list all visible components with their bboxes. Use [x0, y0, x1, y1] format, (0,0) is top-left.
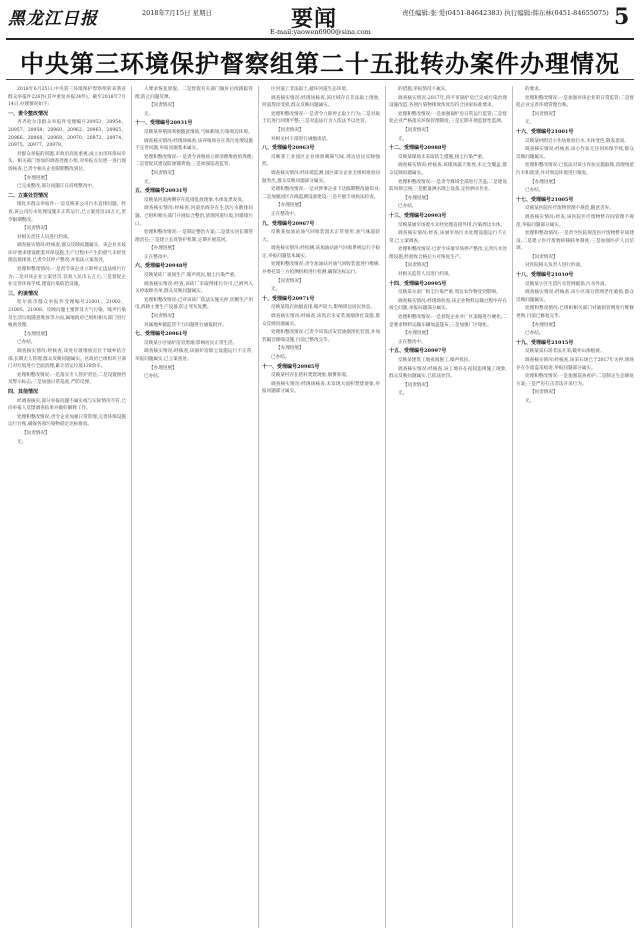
paragraph: 处理和整改情况:一是落实专人管护责任;二是设置围挡及警示标志;三是加强日常巡查,严防反弹。 [8, 372, 126, 386]
section-subheading: 八、受理编号20963号 [262, 145, 315, 152]
paragraph: 2018年6月25日,中央第三环境保护督察组转来我省群众举报件226件(其中重复举报24件)。截至2018年7月14日,办理情况如下: [8, 87, 126, 108]
paragraph: 无。 [525, 120, 535, 126]
paragraph: 区河道上非法取土,破坏河道生态环境。 [271, 87, 351, 92]
section-subheading: 二、立案处罚情况 [8, 192, 49, 199]
paragraph: 对属地乡镇监管不力问题进行通报批评。 [144, 322, 227, 328]
paragraph: 处理和整改情况:已对该砖厂依法实施关停,切断生产用电,拆除主要生产设备,防止死灰复燃。 [135, 297, 253, 311]
section-marker: 【问责情况】 [403, 127, 431, 133]
paragraph: 调查核实情况:经核查,该采石场已于2017年关停,现场存在少量盗采痕迹,举报问题部分属实。 [516, 358, 634, 371]
paragraph: 处理和整改情况:责令加油站对油气回收装置进行维修,并委托第三方检测机构进行检测,确保达标运行。 [262, 262, 380, 276]
paragraph: 处理和整改情况:一是制定整治方案;二是落实河长制管理责任;三是建立长效管护机制,定期开展巡河。 [135, 230, 253, 243]
section-marker: 【问责情况】 [149, 314, 177, 320]
paragraph: 对相关责任人员进行约谈。 [17, 234, 73, 240]
column-divider [385, 86, 386, 928]
paragraph: 处理和整改情况:已责令该屠宰场停产整改,完善污水处理设施,经验收合格后方可恢复生产。 [389, 247, 507, 260]
paragraph: 正在整改中。 [144, 254, 172, 260]
section-subheading: 四、其他情况 [8, 388, 39, 395]
paragraph: 调查核实情况:经现场核查,该区域存在非法取土现象,河道堤岸受损,群众反映问题属实。 [262, 95, 380, 109]
paragraph: 人要求恢复原貌。二是督促有关部门做好后续跟踪管理,防止问题反弹。 [135, 87, 253, 100]
paragraph: 调查核实情况:经核查,该锅炉房除尘设施运行不正常,举报问题属实,已立案查处。 [135, 349, 253, 362]
paragraph: 已办结。 [398, 204, 417, 210]
paragraph: 已办结。 [525, 331, 544, 337]
section-subheading: 十四、受理编号20995号 [389, 280, 447, 287]
paragraph: 反映某河道两侧存在乱排乱放现象,水体发黑发臭。 [144, 197, 247, 203]
paragraph: 处理和整改情况:已依法对该小作坊实施取缔,清理残留污水和废渣,并对周边环境进行恢复。 [516, 163, 634, 176]
section-subheading: 十五、受理编号20997号 [389, 348, 447, 355]
article-column-3 [262, 86, 380, 928]
section-marker: 【问责情况】 [276, 127, 304, 133]
section-marker: 【办理进展】 [276, 346, 304, 352]
section-subheading: 三、约谈情况 [8, 290, 39, 297]
paragraph: 反映某小区锅炉房冒黑烟,影响居民正常生活。 [144, 340, 238, 346]
paragraph: 调查核实情况:经现场核查,未发现大面积焚烧迹象,举报问题部分属实。 [262, 381, 380, 395]
paragraph: 处理和整改情况:一是责令养殖场立即清理堆放的粪便;二是督促其建设防渗储粪池;三是加强巡查监管。 [135, 154, 253, 168]
section-marker: 【办理进展】 [149, 365, 177, 371]
page-number: 5 [614, 4, 630, 30]
paragraph: 的要求。 [525, 87, 544, 92]
section-subheading: 六、受理编号20948号 [135, 263, 188, 270]
paragraph: 调查核实情况:经查,该砖厂未取得排污许可,已被列入关停取缔名单,群众反映问题属实。 [135, 281, 253, 295]
paragraph: 调查核实情况:经核查,该小区部分管网老化破损,群众反映问题属实。 [516, 290, 634, 303]
issue-date: 2018年7月15日 星期日 [142, 9, 213, 17]
section-marker: 【问责情况】 [403, 382, 431, 388]
paragraph: 调查核实情况:经核查,该煤场露天堆放,未完全覆盖,群众反映问题属实。 [389, 163, 507, 176]
editor-credits: 责任编辑:张 爱(0451-84642383) 执行编辑:韩东林(0451-84655075) [402, 9, 609, 17]
section-email: E-mail:yaowen6900@sina.com [270, 28, 371, 36]
section-title: 要闻 [291, 6, 338, 32]
newspaper-logo: 黑龙江日报 [8, 9, 98, 29]
column-divider [512, 86, 513, 928]
paragraph: 无。 [525, 398, 535, 404]
column-divider [258, 86, 259, 928]
paragraph: 的措施,举报情况不属实。 [398, 87, 450, 92]
paragraph: 反映某工业园区企业排放刺鼻气味,周边居民反映强烈。 [262, 154, 380, 168]
section-subheading: 十九、受理编号21015号 [516, 339, 574, 346]
paragraph: 处理和整改情况:责令企业加强日常管理,完善环保设施运行台账,确保各项污染物稳定达标排放。 [8, 414, 126, 428]
section-subheading: 一、责令整改情况 [8, 110, 49, 117]
paragraph: 调查核实情况:2017年,四平市锅炉房已完成污染治理设施改造,各项污染物排放浓度均符合国家标准要求。 [389, 95, 507, 109]
article-column-5 [516, 86, 634, 928]
paragraph: 调查核实情况:经核查,该工地存在夜间违规施工现象,群众反映问题属实,已依法处罚。 [389, 366, 507, 380]
paragraph: 调查核实情况:经核查,河道沿线存在生活污水散排问题。已组织相关部门开展综合整治,清理河道垃圾,封堵排污口。 [135, 206, 253, 227]
section-marker: 【办理进展】 [149, 246, 177, 252]
paragraph: 已办结。 [525, 188, 544, 194]
section-subheading: 十一、受理编号20931号 [135, 120, 193, 127]
section-subheading: 五、受理编号20931号 [135, 188, 188, 195]
paragraph: 对群众举报的问题,市政府高度重视,成立由市环保局牵头、相关部门参加的调查处理小组,对举报点位逐一进行现场核查,已责令相关企业限期整改到位。 [8, 151, 126, 172]
paragraph: 反映某水泥厂粉尘污染严重,周边农作物受到影响。 [398, 290, 501, 296]
paragraph: 对相关监管人员进行约谈。 [398, 272, 454, 278]
paragraph: 处理和整改情况:一是加强锅炉房日常运行监管;二是督促企业严格落实环保管理制度;三是定期开展监督性监测。 [389, 111, 507, 125]
paragraph: 反映某砖厂夜间生产,噪声扰民,烟尘污染严重。 [144, 273, 239, 279]
paragraph: 哈尔滨市群众举报件受理编号21001、21003、21005、21008。反映问题主要涉及大气污染、噪声污染及生活垃圾随意堆放等方面,属地政府已组织相关部门进行核查处理。 [8, 300, 126, 329]
section-marker: 【办理进展】 [530, 322, 558, 328]
section-subheading: 十三、受理编号20993号 [389, 212, 447, 219]
paragraph: 无。 [398, 391, 408, 397]
paragraph: 已办结。 [144, 374, 163, 380]
paragraph: 已完成整改,部分问题正在持续整改中。 [17, 184, 97, 190]
section-marker: 【办理进展】 [530, 179, 558, 185]
paragraph: 处理和整改情况:已组织相关部门对破损管网进行维修更换,目前已修复完毕。 [516, 306, 634, 320]
paragraph: 处理和整改情况:一是责令立即停止取土行为;二是对取土坑进行回填平整;三是对违法行为人依法予以处罚。 [262, 111, 380, 125]
paragraph: 经调查核实,部分举报问题不属实或与实际情况不符,已向举报人反馈调查结果并做好解释工作。 [8, 398, 126, 412]
section-subheading: 九、受理编号20967号 [262, 220, 315, 227]
paragraph: 齐齐哈尔市群众举报件受理编号20953、20954、20957、20958、20960、20962、20963、20965、20966、20968、20969、20970、20972、20974、20975、20977、20978。 [8, 120, 126, 149]
paragraph: 反映某屠宰场废水未经处理直接外排,污染周边水体。 [398, 222, 506, 228]
paragraph: 反映某建筑工地夜间施工,噪声扰民。 [398, 358, 473, 363]
section-subheading: 七、受理编号20961号 [135, 331, 188, 338]
paragraph: 调查核实情况:经现场核查,该养殖场存在粪污处理设施不完善问题,举报问题基本属实。 [135, 138, 253, 152]
paragraph: 反映某饭店油烟直排,噪声较大,影响周边居民休息。 [271, 305, 375, 311]
section-subheading: 十七、受理编号21005号 [516, 196, 574, 203]
paragraph: 无。 [398, 136, 408, 142]
section-marker: 【问责情况】 [149, 103, 177, 109]
masthead [0, 0, 640, 40]
section-subheading: 十八、受理编号21010号 [516, 272, 574, 279]
paragraph: 无。 [17, 439, 27, 445]
paragraph: 处理和整改情况:一是责令该企业立即停止违法排污行为;二是对该企业立案处罚,罚款人民币五万元;三是督促企业完善环保手续,建设污染防治设施。 [8, 267, 126, 288]
section-marker: 【问责情况】 [149, 170, 177, 176]
paragraph: 调查核实情况:经核查,该处垃圾堆放点位于城乡结合部,长期无人管理,群众反映问题属实。区政府已组织环卫部门对垃圾进行全面清理,累计清运垃圾120余车。 [8, 349, 126, 370]
section-subheading: 十一、受理编号20985号 [262, 363, 320, 370]
paragraph: 调查核实情况:经现场检查,该企业物料运输过程中存在扬尘问题,举报问题部分属实。 [389, 298, 507, 312]
paragraph: 无。 [144, 179, 154, 185]
paragraph: 反映某小区生活污水管网破损,污水外溢。 [525, 281, 610, 287]
paragraph: 已办结。 [271, 355, 290, 360]
section-marker: 【办理进展】 [22, 175, 50, 181]
paragraph: 对医院相关负责人进行约谈。 [525, 263, 585, 269]
column-divider [131, 86, 132, 928]
section-marker: 【问责情况】 [530, 111, 558, 117]
paragraph: 处理和整改情况:一是对涉事企业下达限期整改通知书;二是加强园区在线监测设备建设;三是开展专项执法检查。 [262, 187, 380, 200]
paragraph: 处理和整改情况:一是加强对该企业的日常监管;二是督促企业完善环境管理台账。 [516, 95, 634, 109]
paragraph: 处理和整改情况:一是责令煤场全部进行苫盖;二是建设防风抑尘网;三是配备洒水降尘设备,定时洒水作业。 [389, 179, 507, 193]
paragraph: 反映某村存在秸秆焚烧现象,烟雾弥漫。 [271, 373, 351, 379]
paragraph: 处理和整改情况:一是责令医院规范医疗废物暂存间建设;二是建立医疗废物转移联单制度;三是加强医护人员培训。 [516, 231, 634, 252]
section-subheading: 十、受理编号20971号 [262, 295, 315, 302]
article-column-4 [389, 86, 507, 928]
paragraph: 处理和整改情况:已责令该饭店安装油烟净化装置,并加装隔音降噪设施,目前已整改完毕。 [262, 330, 380, 343]
paragraph: 绥化市群众举报件:一是反映某公司污水直排问题。经查,该公司污水处理设施未正常运行,已立案处罚10万元,责令限期整改。 [8, 202, 126, 223]
paragraph: 反映某煤场未采取防尘措施,扬尘污染严重。 [398, 154, 487, 160]
paragraph: 处理和整改情况:一是督促企业对厂区道路进行硬化;二是要求物料运输车辆加盖篷布;三是加强厂区绿化。 [389, 315, 507, 328]
paragraph: 反映某医院医疗废物管理不规范,随意丢弃。 [525, 206, 614, 212]
article-column-1 [8, 86, 126, 928]
page-headline: 中央第三环境保护督察组第二十五批转办案件办理情况 [20, 50, 620, 78]
paragraph: 正在整改中。 [271, 211, 299, 217]
paragraph: 调查核实情况:经核查,群众反映问题属实。该企业未按环评要求建设配套环保设施,生产过程中产生的废气未经处理直接排放,已责令其停产整改,并依法立案查处。 [8, 243, 126, 264]
section-marker: 【问责情况】 [403, 263, 431, 269]
section-marker: 【问责情况】 [22, 226, 50, 232]
paragraph: 调查核实情况:经核查,该饭店未安装油烟净化设施,群众反映问题属实。 [262, 314, 380, 327]
section-subheading: 十二、受理编号20988号 [389, 145, 447, 152]
paragraph: 正在整改中。 [398, 339, 426, 345]
section-marker: 【办理进展】 [403, 195, 431, 201]
paragraph: 反映某养殖场粪便随意堆放,气味难闻,污染周边环境。 [144, 129, 253, 135]
paragraph: 无。 [271, 287, 281, 293]
paragraph: 调查核实情况:经检测,该加油站油气回收系统运行不稳定,举报问题基本属实。 [262, 246, 380, 259]
paragraph: 调查核实情况:经环境监测,园区部分企业无组织排放问题突出,群众反映问题部分属实。 [262, 170, 380, 184]
section-marker: 【问责情况】 [22, 430, 50, 436]
paragraph: 调查核实情况:经查,该医院医疗废物暂存间管理不规范,举报问题部分属实。 [516, 214, 634, 228]
section-marker: 【办理进展】 [22, 331, 50, 337]
masthead-rule [6, 38, 634, 40]
paragraph: 对相关村干部进行诫勉谈话。 [271, 136, 331, 142]
paragraph: 反映某村附近小作坊排放污水,水体变色,散发恶臭。 [525, 138, 629, 144]
section-marker: 【问责情况】 [530, 254, 558, 260]
headline-rule [6, 79, 634, 80]
paragraph: 调查核实情况:经查,该屠宰场污水处理设施运行不正常,已立案调查。 [389, 231, 507, 244]
paragraph: 处理和整改情况:一是加强巡查看护;二是制定生态修复方案;三是严厉打击非法开采行为。 [516, 374, 634, 387]
section-marker: 【问责情况】 [276, 278, 304, 284]
section-marker: 【办理进展】 [276, 203, 304, 209]
paragraph: 调查核实情况:经核查,该小作坊无任何环保手续,群众反映问题属实。 [516, 147, 634, 160]
section-marker: 【问责情况】 [530, 390, 558, 396]
paragraph: 无。 [144, 111, 154, 117]
article-column-2 [135, 86, 253, 928]
paragraph: 反映某加油站油气回收装置未正常使用,油气味道较大。 [262, 230, 380, 243]
paragraph: 已办结。 [17, 340, 36, 346]
paragraph: 反映某采石场非法开采,破坏山体植被。 [525, 349, 605, 355]
section-marker: 【办理进展】 [403, 331, 431, 337]
section-subheading: 十六、受理编号21001号 [516, 128, 574, 135]
